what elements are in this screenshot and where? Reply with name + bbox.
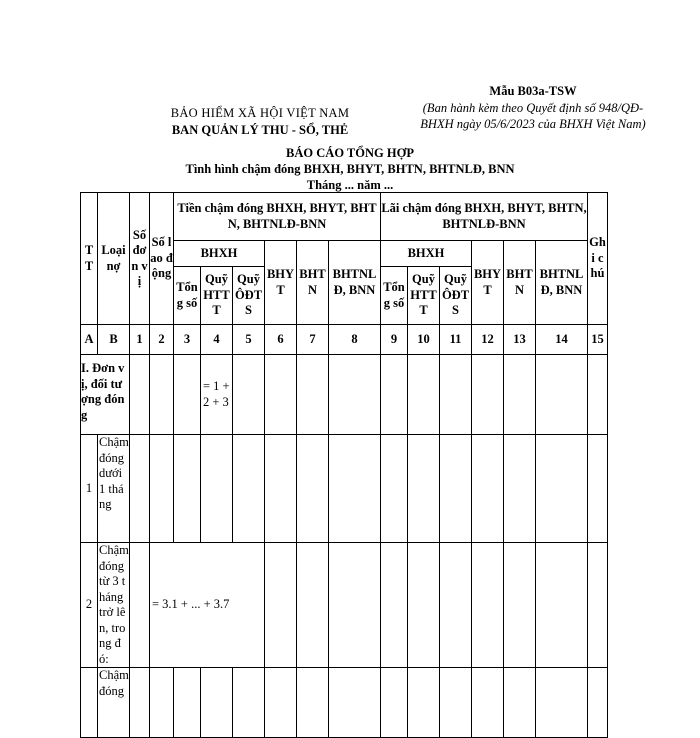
header-bhtnld-1: BHTNLĐ, BNN xyxy=(329,241,381,325)
header-tien-cham-dong: Tiền chậm đóng BHXH, BHYT, BHTN, BHTNLĐ-BNN xyxy=(174,193,381,241)
report-table xyxy=(80,192,608,738)
header-bhtn-1: BHTN xyxy=(297,241,329,325)
row-formula: = 3.1 + ... + 3.7 xyxy=(150,543,265,668)
header-so-don-vi: Số đơn vị xyxy=(130,193,150,325)
report-period: Tháng ... năm ... xyxy=(306,178,394,192)
organization-name: BẢO HIỂM XÃ HỘI VIỆT NAM xyxy=(170,106,350,120)
header-quy-odts-2: Quỹ ÔĐTS xyxy=(440,267,472,325)
column-code: 13 xyxy=(504,325,536,355)
header-bhtn-2: BHTN xyxy=(504,241,536,325)
row-loai-no: Chậm đóng dưới 1 tháng xyxy=(98,435,130,543)
header-bhxh-1: BHXH xyxy=(174,241,265,267)
form-info xyxy=(408,83,658,132)
column-code: 8 xyxy=(329,325,381,355)
row-tt: 2 xyxy=(81,543,98,668)
header-bhyt-1: BHYT xyxy=(265,241,297,325)
column-code: 2 xyxy=(150,325,174,355)
header-so-lao-dong: Số lao động xyxy=(150,193,174,325)
header-bhxh-2: BHXH xyxy=(381,241,472,267)
column-code: 6 xyxy=(265,325,297,355)
row-tt: 1 xyxy=(81,435,98,543)
header-tong-so-1: Tổng số xyxy=(174,267,201,325)
column-code: 10 xyxy=(408,325,440,355)
report-title-block xyxy=(100,145,600,193)
column-code: 15 xyxy=(588,325,608,355)
table-row xyxy=(81,668,608,738)
column-code: A xyxy=(81,325,98,355)
column-code: 5 xyxy=(233,325,265,355)
header-quy-httt-2: Quỹ HTTT xyxy=(408,267,440,325)
column-code: 14 xyxy=(536,325,588,355)
report-title: BÁO CÁO TỔNG HỢP xyxy=(286,146,414,160)
row-loai-no: Chậm đóng xyxy=(98,668,130,738)
table-row xyxy=(81,543,608,668)
column-code: 4 xyxy=(201,325,233,355)
row-tt xyxy=(81,668,98,738)
header-quy-odts-1: Quỹ ÔĐTS xyxy=(233,267,265,325)
column-code: 9 xyxy=(381,325,408,355)
column-code-row xyxy=(81,325,608,355)
header-bhyt-2: BHYT xyxy=(472,241,504,325)
column-code: B xyxy=(98,325,130,355)
column-code: 12 xyxy=(472,325,504,355)
section-1-label: I. Đơn vị, đối tượng đóng xyxy=(81,355,130,435)
header-quy-httt-1: Quỹ HTTT xyxy=(201,267,233,325)
decree-note: (Ban hành kèm theo Quyết định số 948/QĐ-BHXH ngày 05/6/2023 của BHXH Việt Nam) xyxy=(420,101,646,131)
department-name: BAN QUẢN LÝ THU - SỔ, THẺ xyxy=(171,123,349,137)
form-code: Mẫu B03a-TSW xyxy=(489,84,577,98)
column-code: 3 xyxy=(174,325,201,355)
header-lai-cham-dong: Lãi chậm đóng BHXH, BHYT, BHTN, BHTNLĐ-BNN xyxy=(381,193,588,241)
table-row xyxy=(81,435,608,543)
section-1-row xyxy=(81,355,608,435)
report-subtitle: Tình hình chậm đóng BHXH, BHYT, BHTN, BHTNLĐ, BNN xyxy=(185,162,515,176)
column-code: 11 xyxy=(440,325,472,355)
column-code: 1 xyxy=(130,325,150,355)
header-loai-no: Loại nợ xyxy=(98,193,130,325)
row-loai-no: Chậm đóng từ 3 tháng trở lên, trong đó: xyxy=(99,543,129,666)
section-1-formula: = 1 + 2 + 3 xyxy=(201,355,233,435)
header-bhtnld-2: BHTNLĐ, BNN xyxy=(536,241,588,325)
header-row-1 xyxy=(81,193,608,241)
header-tong-so-2: Tổng số xyxy=(381,267,408,325)
column-code: 7 xyxy=(297,325,329,355)
header-tt: TT xyxy=(81,193,98,325)
organization-header xyxy=(140,105,380,139)
header-ghi-chu: Ghi chú xyxy=(588,193,608,325)
